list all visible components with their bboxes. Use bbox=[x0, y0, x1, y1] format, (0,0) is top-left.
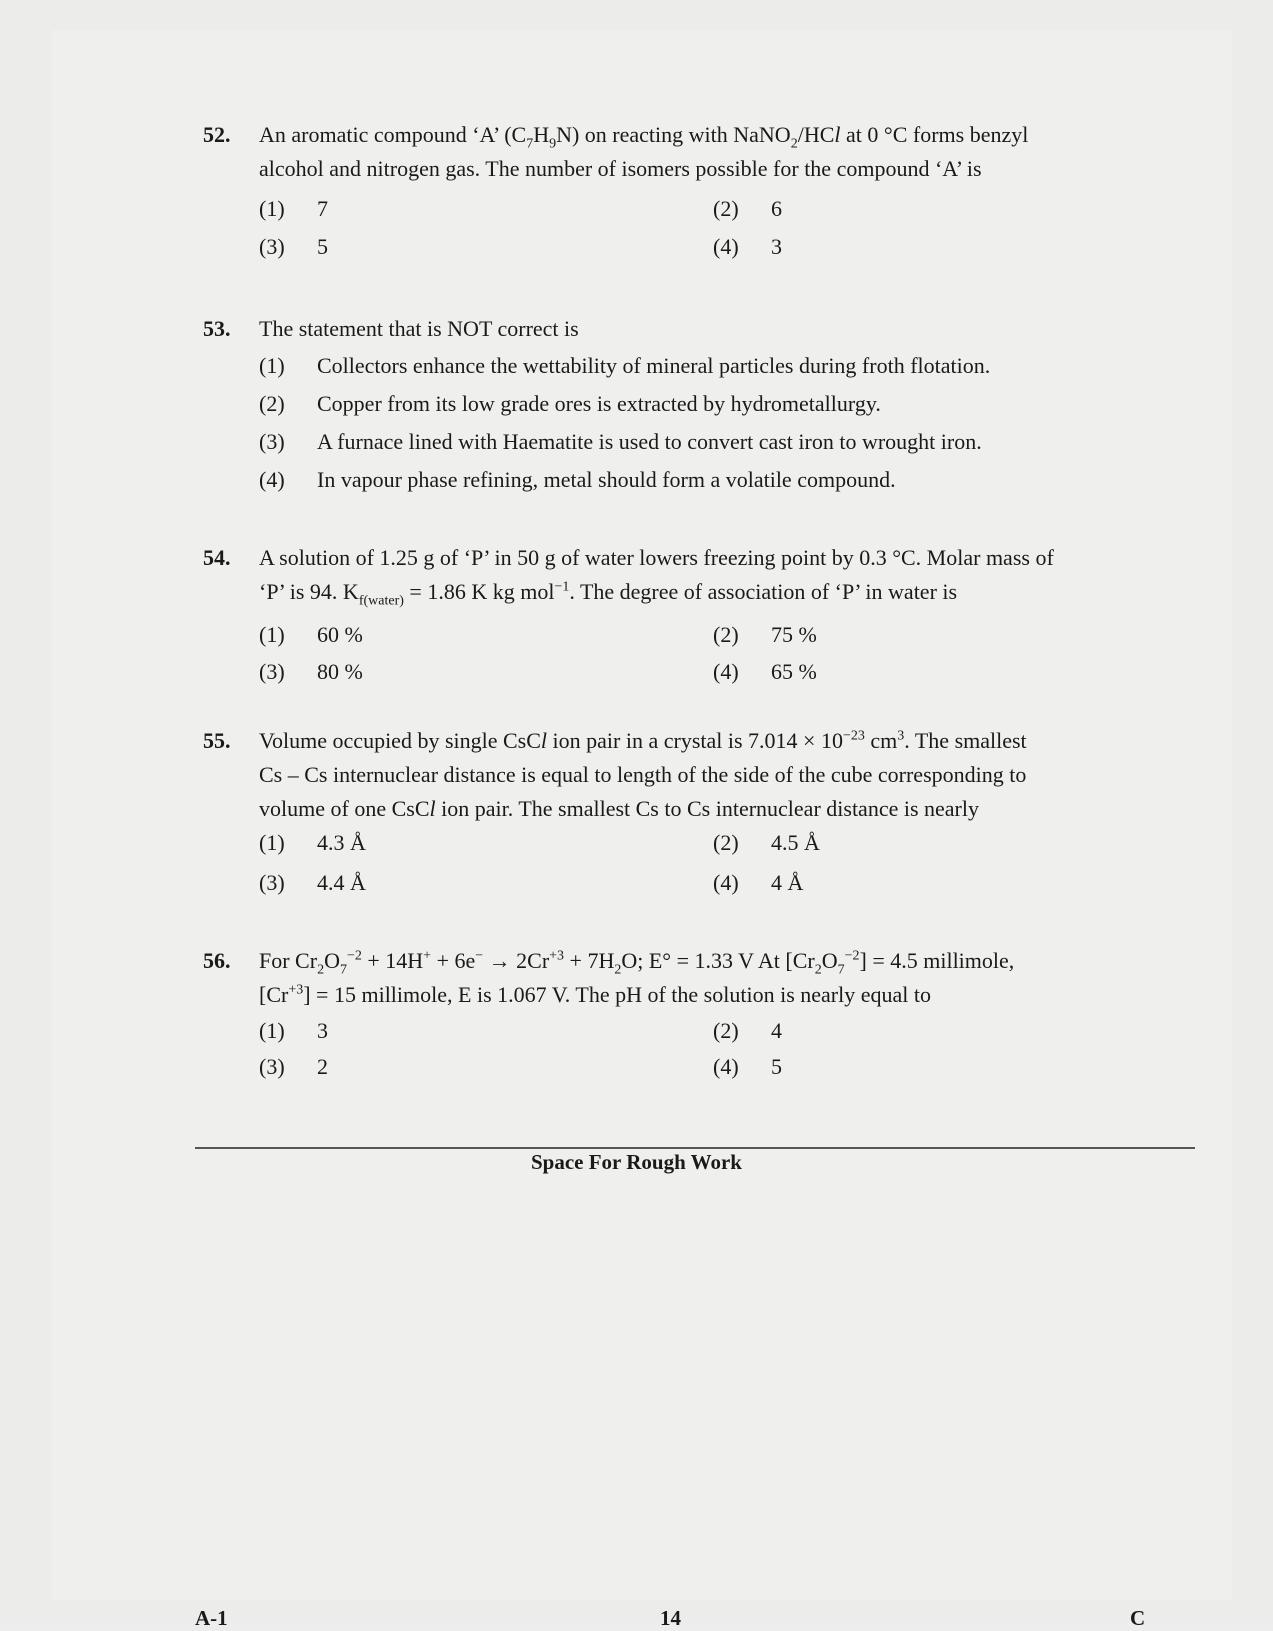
question-line-2: Cs – Cs internuclear distance is equal to length of the side of the cube corresponding to bbox=[259, 762, 1027, 787]
option-2[interactable]: (2) Copper from its low grade ores is extracted by hydrometallurgy. bbox=[259, 391, 881, 416]
question-line-1: For $Cr_2O_7^{-2} + 14H^+ + 6e^- \to 2Cr^{+3} + 7H_2O$; E° = 1.33 V At $[Cr_2O_7^{-2}] = 4.5$ millimole, bbox=[259, 948, 1015, 978]
option-4[interactable]: (4) 5 bbox=[713, 1054, 782, 1079]
option-4[interactable]: (4) 3 bbox=[713, 234, 782, 259]
option-3[interactable]: (3) 80 % bbox=[259, 659, 363, 684]
question-text bbox=[259, 541, 1189, 609]
option-4[interactable]: (4) In vapour phase refining, metal should form a volatile compound. bbox=[259, 467, 896, 492]
question-line-1: Volume occupied by single CsCl ion pair in a crystal is $7.014 \times 10^{-23}$ $cm^3$. The smallest bbox=[259, 728, 1027, 753]
question-line-1: The statement that is NOT correct is bbox=[259, 316, 579, 341]
question-number: 53. bbox=[203, 316, 231, 341]
question-line-2: ‘P’ is 94. $K_{f(water)} = 1.86$ K kg mol$^{-1}$. The degree of association of ‘P’ in water is bbox=[259, 579, 958, 609]
rough-work-divider bbox=[195, 1147, 1195, 1149]
option-4[interactable]: (4) 4 Å bbox=[713, 870, 804, 895]
question-line-2: alcohol and nitrogen gas. The number of isomers possible for the compound ‘A’ is bbox=[259, 156, 982, 181]
option-1[interactable]: (1) Collectors enhance the wettability of mineral particles during froth flotation. bbox=[259, 353, 991, 378]
option-3[interactable]: (3) A furnace lined with Haematite is used to convert cast iron to wrought iron. bbox=[259, 429, 982, 454]
question-text bbox=[259, 118, 1189, 186]
option-3[interactable]: (3) 2 bbox=[259, 1054, 328, 1079]
footer-code: A-1 bbox=[195, 1606, 228, 1630]
option-4[interactable]: (4) 65 % bbox=[713, 659, 817, 684]
option-1[interactable]: (1) 4.3 Å bbox=[259, 830, 366, 855]
question-line-3: volume of one CsCl ion pair. The smallest Cs to Cs internuclear distance is nearly bbox=[259, 796, 979, 821]
option-1[interactable]: (1) 60 % bbox=[259, 622, 363, 647]
question-number: 52. bbox=[203, 122, 231, 147]
option-2[interactable]: (2) 4 bbox=[713, 1018, 782, 1043]
question-line-2: $[Cr^{+3}] = 15$ millimole, E is 1.067 V. The pH of the solution is nearly equal to bbox=[259, 982, 931, 1007]
question-number: 56. bbox=[203, 948, 231, 973]
page-number: 14 bbox=[660, 1606, 681, 1630]
option-2[interactable]: (2) 75 % bbox=[713, 622, 817, 647]
question-number: 54. bbox=[203, 545, 231, 570]
question-line-1: A solution of 1.25 g of ‘P’ in 50 g of water lowers freezing point by 0.3 °C. Molar mass of bbox=[259, 545, 1054, 570]
question-text bbox=[259, 944, 1189, 1012]
option-2[interactable]: (2) 4.5 Å bbox=[713, 830, 820, 855]
rough-work-label: Space For Rough Work bbox=[530, 1150, 742, 1174]
option-1[interactable]: (1) 7 bbox=[259, 196, 328, 221]
question-line-1: An aromatic compound ‘A’ $(C_7H_9N)$ on reacting with NaNO$_2$/HCl at 0 °C forms benzyl bbox=[259, 122, 1029, 152]
option-2[interactable]: (2) 6 bbox=[713, 196, 782, 221]
option-3[interactable]: (3) 4.4 Å bbox=[259, 870, 366, 895]
option-3[interactable]: (3) 5 bbox=[259, 234, 328, 259]
footer-series: C bbox=[1130, 1606, 1146, 1630]
option-1[interactable]: (1) 3 bbox=[259, 1018, 328, 1043]
question-text bbox=[259, 724, 1189, 826]
question-text bbox=[259, 312, 1189, 346]
question-number: 55. bbox=[203, 728, 231, 753]
